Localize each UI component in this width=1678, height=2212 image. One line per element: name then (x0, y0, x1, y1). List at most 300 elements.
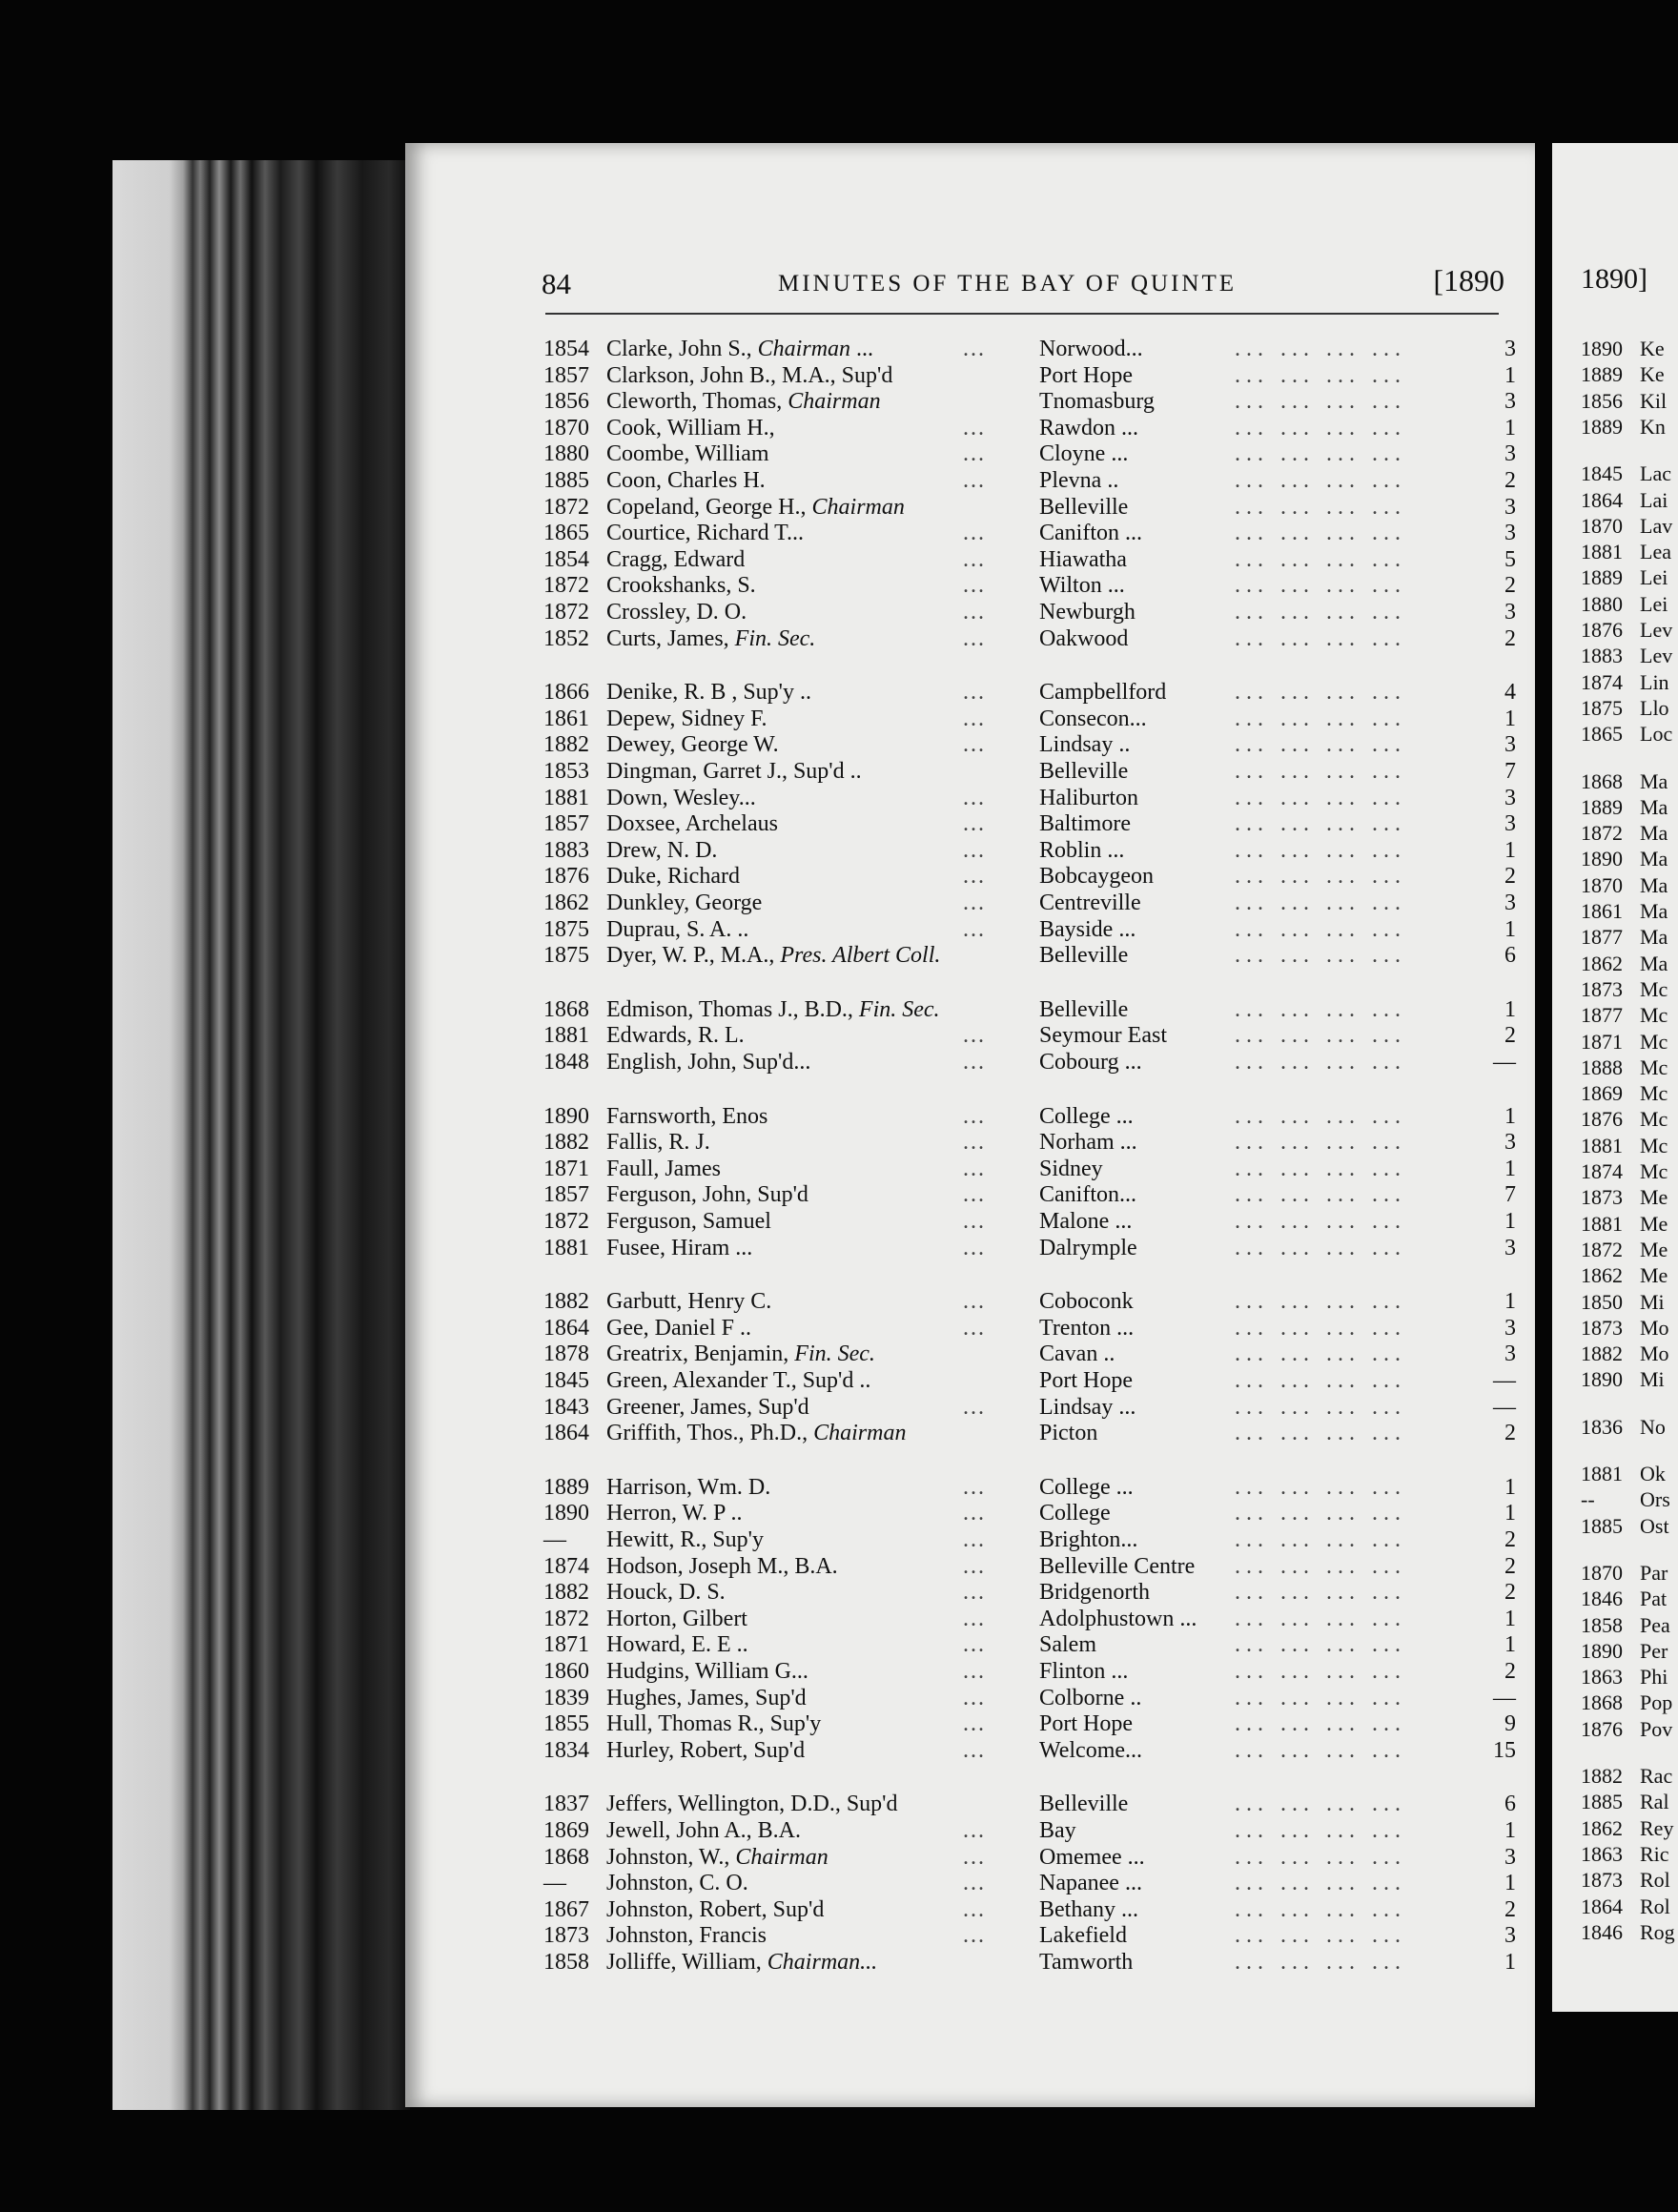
entry-row (543, 1157, 1516, 1182)
leader-dots: ... ... ... ... (1235, 785, 1406, 810)
entry-year: 1882 (543, 1580, 589, 1606)
entry-count: 1 (1504, 1871, 1516, 1896)
entry-name-text: Hughes, James, Sup'd (606, 1685, 807, 1710)
entry-name-text: Coombe, William (606, 441, 769, 467)
entry-count: 3 (1504, 1315, 1516, 1341)
leader-dots: ... ... ... ... (1235, 1342, 1406, 1367)
entry-count: 3 (1504, 337, 1516, 361)
entry-count: 4 (1504, 680, 1516, 706)
leader-dots: ... ... ... ... (1235, 1394, 1406, 1420)
entry-place: Oakwood (1039, 625, 1129, 651)
entry-count: 3 (1504, 1844, 1516, 1870)
entry-place: Port Hope (1039, 362, 1133, 388)
entry-year: 1869 (543, 1818, 589, 1843)
entry-place: Bayside ... (1039, 916, 1136, 942)
entry-row (543, 732, 1516, 758)
leader-dots: ... ... ... ... (1235, 1844, 1406, 1870)
entry-name (606, 917, 748, 943)
entry-place: College ... (1039, 1474, 1134, 1500)
entry-name-text: Greener, James, Sup'd (606, 1394, 809, 1420)
entry-role: Chairman (757, 337, 851, 361)
leader-dots: ... ... ... ... (1235, 415, 1406, 440)
right-entry-year: 1890 (1581, 1638, 1623, 1663)
right-entry-row (1581, 873, 1668, 898)
entry-count: 7 (1504, 1182, 1516, 1208)
entry-place: Rawdon ... (1039, 415, 1138, 440)
entry-place: Flinton ... (1039, 1659, 1129, 1684)
entry-count: 1 (1504, 1156, 1516, 1181)
entry-name-text: Dunkley, George (606, 891, 763, 915)
right-entry-row (1581, 1003, 1668, 1028)
right-entry-row (1581, 1920, 1675, 1945)
leader-dots: ... ... ... ... (1235, 1235, 1406, 1260)
right-entry-name: Ke (1640, 362, 1665, 387)
leader-dots: ... ... ... ... (1235, 362, 1406, 388)
leader-dots: ... (963, 1580, 986, 1606)
right-page-entries (1581, 337, 1678, 1957)
entry-row (543, 1897, 1516, 1923)
entry-name (606, 1023, 745, 1049)
entry-year: 1872 (543, 494, 589, 520)
right-entry-row (1581, 1159, 1668, 1184)
entry-role: Chairman (813, 1421, 907, 1446)
entry-place: Newburgh (1039, 600, 1136, 625)
entry-name (606, 1236, 752, 1261)
leader-dots: ... ... ... ... (1235, 864, 1406, 890)
entry-name-text: Dingman, Garret J., Sup'd .. (606, 759, 862, 784)
entry-name-text: Curts, James, (606, 625, 735, 651)
entry-name-text: Fusee, Hiram ... (606, 1235, 753, 1260)
entry-name-text: Courtice, Richard T... (606, 521, 805, 546)
entry-name-text: Johnston, C. O. (606, 1871, 748, 1896)
entry-row (543, 468, 1516, 494)
leader-dots: ... ... ... ... (1235, 1737, 1406, 1763)
entry-row (543, 680, 1516, 706)
entry-place: Omemee ... (1039, 1844, 1145, 1870)
entry-year: 1882 (543, 732, 589, 758)
entry-name (606, 680, 811, 706)
entry-place: Norham ... (1039, 1130, 1137, 1156)
leader-dots: ... ... ... ... (1235, 1289, 1406, 1315)
right-entry-year: 1846 (1581, 1919, 1623, 1944)
entry-count: — (1493, 1050, 1516, 1075)
right-entry-year: 1874 (1581, 669, 1623, 694)
leader-dots: ... (963, 1474, 986, 1500)
entry-count: 1 (1504, 1632, 1516, 1658)
entry-place: Belleville (1039, 494, 1129, 520)
leader-dots: ... (963, 1289, 986, 1315)
right-entry-year: 1869 (1581, 1081, 1623, 1106)
entry-name (606, 838, 717, 864)
right-entry-name: Rol (1640, 1894, 1670, 1918)
entry-count: 2 (1504, 468, 1516, 493)
entry-place: Belleville (1039, 759, 1129, 784)
right-entry-year: 1856 (1581, 388, 1623, 413)
right-entry-name: Ric (1640, 1841, 1669, 1866)
entry-year: 1873 (543, 1923, 589, 1949)
entry-name-text: Denike, R. B , Sup'y .. (606, 680, 811, 706)
entry-count: 3 (1504, 785, 1516, 810)
right-entry-year: 1874 (1581, 1159, 1623, 1183)
entry-count: 2 (1504, 1896, 1516, 1922)
entry-place: Roblin ... (1039, 837, 1125, 863)
entry-year: 1853 (543, 759, 589, 784)
entry-year: 1860 (543, 1659, 589, 1684)
entry-count: — (1493, 1685, 1516, 1710)
right-entry-row (1581, 952, 1668, 976)
entry-row (543, 1501, 1516, 1526)
right-entry-name: Lav (1640, 513, 1673, 538)
entry-place: Cavan .. (1039, 1342, 1115, 1367)
right-entry-row (1581, 1790, 1669, 1814)
entry-row (543, 626, 1516, 652)
leader-dots: ... (963, 1685, 986, 1710)
entry-year: 1867 (543, 1896, 589, 1922)
entry-place: Adolphustown ... (1039, 1606, 1197, 1631)
page-header (542, 263, 1504, 311)
entry-name-text: Ferguson, Samuel (606, 1209, 771, 1234)
right-entry-year: 1889 (1581, 414, 1623, 439)
entry-row (543, 917, 1516, 943)
leader-dots: ... ... ... ... (1235, 625, 1406, 651)
entry-year: 1875 (543, 943, 589, 969)
entry-row (543, 363, 1516, 389)
entry-row (543, 1316, 1516, 1342)
entry-name-text: Griffith, Thos., Ph.D., (606, 1421, 814, 1446)
entry-name-text: Herron, W. P .. (606, 1501, 743, 1526)
entry-year: 1834 (543, 1737, 589, 1763)
entry-year: 1883 (543, 837, 589, 863)
entry-row (543, 1527, 1516, 1553)
entry-name-text: Dewey, George W. (606, 732, 779, 758)
entry-count: 3 (1504, 441, 1516, 467)
entry-place: Plevna .. (1039, 468, 1119, 493)
right-entry-row (1581, 1613, 1670, 1638)
entry-row (543, 1023, 1516, 1049)
entry-name-text: Ferguson, John, Sup'd (606, 1182, 808, 1208)
right-entry-row (1581, 1639, 1668, 1664)
right-entry-row (1581, 670, 1669, 695)
leader-dots: ... ... ... ... (1235, 1792, 1406, 1817)
leader-dots: ... ... ... ... (1235, 494, 1406, 520)
entry-place: Canifton ... (1039, 521, 1142, 546)
right-entry-row (1581, 1055, 1668, 1080)
entry-role: Chairman (811, 494, 905, 520)
entry-row (543, 1421, 1516, 1446)
entry-name-text: Duprau, S. A. .. (606, 916, 749, 942)
entry-role: Fin. Sec. (734, 625, 816, 651)
leader-dots: ... ... ... ... (1235, 1103, 1406, 1129)
entry-year: — (543, 1871, 566, 1896)
right-entry-year: 1864 (1581, 1894, 1623, 1918)
right-entry-row (1581, 1212, 1668, 1237)
right-entry-row (1581, 1316, 1669, 1341)
entry-year: 1890 (543, 1103, 589, 1129)
right-entry-row (1581, 1842, 1669, 1867)
entry-place: Malone ... (1039, 1209, 1133, 1234)
entry-place: Coboconk (1039, 1289, 1134, 1315)
entry-name-text: Jolliffe, William, (606, 1950, 767, 1975)
entry-name (606, 759, 862, 785)
entry-place: Wilton ... (1039, 573, 1125, 599)
entry-count: 3 (1504, 811, 1516, 837)
right-entry-row (1581, 1134, 1668, 1158)
right-entry-year: 1876 (1581, 618, 1623, 642)
right-entry-name: Kil (1640, 388, 1668, 413)
right-entry-name: Lin (1640, 669, 1669, 694)
leader-dots: ... (963, 546, 986, 572)
entry-year: 1858 (543, 1950, 589, 1975)
right-entry-name: Ors (1640, 1487, 1670, 1512)
entry-count: 3 (1504, 1235, 1516, 1260)
entry-place: Lakefield (1039, 1923, 1127, 1949)
entry-year: 1871 (543, 1156, 589, 1181)
right-entry-year: 1877 (1581, 1003, 1623, 1028)
entry-name (606, 389, 881, 415)
entry-name (606, 441, 769, 467)
entry-row (543, 1686, 1516, 1711)
entry-count: 3 (1504, 1342, 1516, 1367)
entry-name (606, 521, 804, 546)
entry-row (543, 1950, 1516, 1976)
entry-name (606, 495, 905, 521)
right-entry-name: Mi (1640, 1289, 1665, 1314)
leader-dots: ... ... ... ... (1235, 521, 1406, 546)
right-entry-year: 1873 (1581, 1185, 1623, 1210)
right-entry-year: 1870 (1581, 872, 1623, 897)
leader-dots: ... (963, 891, 986, 915)
entry-count: 1 (1504, 1606, 1516, 1631)
entry-name (606, 1395, 809, 1421)
entry-name-text: Dyer, W. P., M.A., (606, 943, 781, 969)
right-entry-year: 1875 (1581, 695, 1623, 720)
entry-place: College (1039, 1501, 1111, 1526)
right-entry-year: 1873 (1581, 1315, 1623, 1340)
entry-count: — (1493, 1394, 1516, 1420)
entry-place: Belleville (1039, 1792, 1129, 1817)
right-entry-year: 1873 (1581, 976, 1623, 1001)
entry-name (606, 1845, 829, 1871)
leader-dots: ... (963, 1737, 986, 1763)
entry-row (543, 600, 1516, 625)
right-entry-year: 1890 (1581, 337, 1623, 360)
right-entry-name: Rac (1640, 1764, 1673, 1788)
leader-dots: ... (963, 1711, 986, 1737)
entry-name (606, 1209, 771, 1235)
entry-place: Seymour East (1039, 1023, 1167, 1049)
leader-dots: ... (963, 441, 986, 467)
entry-count: 3 (1504, 389, 1516, 415)
right-entry-year: 1836 (1581, 1414, 1623, 1439)
leader-dots: ... (963, 1923, 986, 1949)
right-entry-name: Mc (1640, 1107, 1668, 1132)
entry-year: 1856 (543, 389, 589, 415)
right-entry-row (1581, 1665, 1668, 1690)
leader-dots: ... (963, 1130, 986, 1156)
leader-dots: ... ... ... ... (1235, 1580, 1406, 1606)
right-entry-row (1581, 1895, 1670, 1919)
right-entry-year: 1888 (1581, 1055, 1623, 1079)
entry-name-text: Green, Alexander T., Sup'd .. (606, 1368, 871, 1393)
entry-count: 3 (1504, 494, 1516, 520)
entry-year: 1864 (543, 1315, 589, 1341)
entry-name (606, 1923, 767, 1949)
right-entry-name: Mo (1640, 1342, 1669, 1366)
entry-count: 1 (1504, 415, 1516, 440)
right-entry-name: Ma (1640, 847, 1668, 871)
entry-count: 1 (1504, 837, 1516, 863)
entry-name-text: Depew, Sidney F. (606, 706, 767, 731)
entry-year: 1882 (543, 1289, 589, 1315)
entry-name-text: Crossley, D. O. (606, 600, 747, 625)
leader-dots: ... ... ... ... (1235, 573, 1406, 599)
entry-name (606, 1050, 810, 1075)
leader-dots: ... ... ... ... (1235, 1209, 1406, 1234)
entry-place: Bobcaygeon (1039, 864, 1154, 890)
leader-dots: ... (963, 1844, 986, 1870)
entry-year: 1843 (543, 1394, 589, 1420)
right-entry-name: Pat (1640, 1587, 1668, 1611)
entry-row (543, 1050, 1516, 1075)
right-entry-year: 1889 (1581, 794, 1623, 819)
entry-name-text: Harrison, Wm. D. (606, 1474, 771, 1500)
right-entry-name: No (1640, 1414, 1666, 1439)
entry-place: Haliburton (1039, 785, 1138, 810)
entry-name-text: Copeland, George H., (606, 494, 812, 520)
entry-year: 1874 (543, 1553, 589, 1579)
entry-name-text: Clarkson, John B., M.A., Sup'd (606, 362, 893, 388)
entry-name (606, 1130, 710, 1156)
entry-place: Campbellford (1039, 680, 1167, 706)
entry-row (543, 1580, 1516, 1606)
leader-dots: ... ... ... ... (1235, 1130, 1406, 1156)
right-entry-name: Pop (1640, 1690, 1673, 1715)
right-entry-name: Kn (1640, 414, 1666, 439)
leader-dots: ... ... ... ... (1235, 600, 1406, 625)
entry-count: — (1493, 1368, 1516, 1393)
right-entry-name: Phi (1640, 1665, 1668, 1690)
leader-dots: ... ... ... ... (1235, 1896, 1406, 1922)
entry-name (606, 1554, 838, 1580)
leader-dots: ... (963, 1553, 986, 1579)
leader-dots: ... ... ... ... (1235, 1950, 1406, 1975)
right-entry-name: Mc (1640, 1029, 1668, 1054)
right-page-year: 1890] (1581, 263, 1647, 295)
entry-name-text: Cleworth, Thomas, (606, 389, 788, 415)
leader-dots: ... ... ... ... (1235, 1315, 1406, 1341)
entry-name (606, 573, 756, 599)
entry-year: — (543, 1527, 566, 1552)
right-entry-row (1581, 389, 1667, 414)
entry-place: Consecon... (1039, 706, 1147, 731)
right-entry-year: 1868 (1581, 1690, 1623, 1715)
right-entry-row (1581, 644, 1672, 668)
right-entry-row (1581, 769, 1668, 794)
right-entry-row (1581, 1342, 1669, 1366)
leader-dots: ... ... ... ... (1235, 1685, 1406, 1710)
entry-name-text: Farnsworth, Enos (606, 1103, 768, 1129)
entry-row (543, 547, 1516, 573)
entry-name-text: Johnston, W., (606, 1844, 736, 1870)
entry-row (543, 1342, 1516, 1367)
right-entry-row (1581, 1462, 1666, 1486)
entry-name (606, 468, 766, 494)
entry-name-text: English, John, Sup'd... (606, 1050, 811, 1075)
entry-role: Chairman... (767, 1950, 878, 1975)
leader-dots: ... ... ... ... (1235, 1501, 1406, 1526)
entry-name (606, 1157, 721, 1182)
entry-count: 2 (1504, 1580, 1516, 1606)
entry-name-text: Greatrix, Benjamin, (606, 1342, 795, 1367)
entry-place: Lindsay ... (1039, 1394, 1136, 1420)
entry-place: Trenton ... (1039, 1315, 1135, 1341)
leader-dots: ... (963, 625, 986, 651)
entry-role: Pres. Albert Coll. (780, 943, 941, 969)
leader-dots: ... ... ... ... (1235, 1474, 1406, 1500)
right-entry-name: Per (1640, 1638, 1668, 1663)
right-entry-row (1581, 514, 1672, 539)
entry-year: 1848 (543, 1050, 589, 1075)
right-entry-row (1581, 1263, 1668, 1288)
right-entry-name: Mc (1640, 1133, 1668, 1157)
right-entry-row (1581, 1816, 1673, 1841)
leader-dots: ... (963, 1659, 986, 1684)
right-entry-row (1581, 925, 1668, 950)
right-entry-year: 1889 (1581, 362, 1623, 387)
entry-place: Tnomasburg (1039, 389, 1155, 415)
entry-row (543, 1845, 1516, 1871)
entry-name (606, 1738, 805, 1764)
right-entry-row (1581, 1514, 1669, 1539)
right-entry-year: 1881 (1581, 1211, 1623, 1236)
entry-year: 1857 (543, 811, 589, 837)
entry-year: 1870 (543, 415, 589, 440)
entry-count: 1 (1504, 1289, 1516, 1315)
entry-place: Bethany ... (1039, 1896, 1138, 1922)
entry-row (543, 441, 1516, 467)
entry-name (606, 786, 756, 811)
entry-name (606, 1897, 824, 1923)
entry-year: 1868 (543, 1844, 589, 1870)
leader-dots: ... (963, 337, 986, 361)
leader-dots: ... (963, 1896, 986, 1922)
right-entry-row (1581, 565, 1668, 590)
leader-dots: ... (963, 1103, 986, 1129)
entry-place: Welcome... (1039, 1737, 1143, 1763)
entry-name-text: Hodson, Joseph M., B.A. (606, 1553, 838, 1579)
page-edges (113, 160, 410, 2110)
right-entry-row (1581, 899, 1668, 924)
right-entry-name: Ke (1640, 337, 1665, 360)
entry-row (543, 521, 1516, 546)
entry-name-text: Coon, Charles H. (606, 468, 766, 493)
right-entry-row (1581, 337, 1665, 361)
entry-count: 5 (1504, 546, 1516, 572)
leader-dots: ... ... ... ... (1235, 1527, 1406, 1552)
right-entry-year: 1881 (1581, 1462, 1623, 1485)
entry-year: 1872 (543, 1209, 589, 1234)
right-entry-year: 1850 (1581, 1289, 1623, 1314)
entry-place: Cobourg ... (1039, 1050, 1142, 1075)
entry-row (543, 416, 1516, 441)
right-entry-name: Ok (1640, 1462, 1666, 1485)
entry-place: Bay (1039, 1818, 1076, 1843)
entry-year: 1865 (543, 521, 589, 546)
entry-row (543, 1182, 1516, 1208)
entry-row (543, 1236, 1516, 1261)
entry-year: 1890 (543, 1501, 589, 1526)
right-entry-name: Rog (1640, 1919, 1675, 1944)
